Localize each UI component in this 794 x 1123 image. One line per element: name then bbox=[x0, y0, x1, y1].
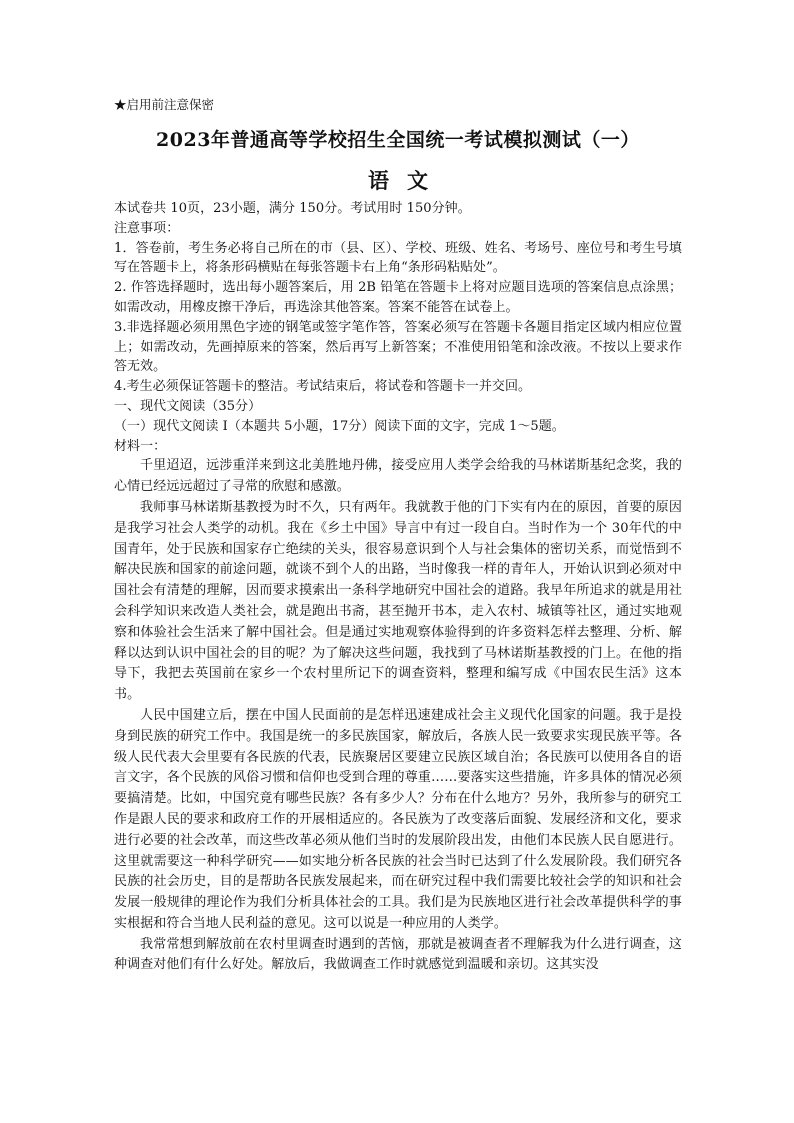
reading-passage bbox=[114, 456, 682, 976]
instructions bbox=[114, 199, 682, 397]
material-label: 材料一： bbox=[114, 438, 167, 454]
subject-title: 语文 bbox=[368, 168, 446, 193]
exam-summary: 本试卷共 10页，23小题，满分 150分。考试用时 150分钟。 bbox=[114, 201, 471, 216]
passage-paragraph-1: 千里迢迢，远涉重洋来到这北美胜地丹佛，接受应用人类学会给我的马林诺斯基纪念奖，我的心情已经远远超过了寻常的欣慰和感激。 bbox=[114, 458, 682, 495]
instruction-item-3: 3.非选择题必须用黑色字迹的钢笔或签字笔作答，答案必须写在答题卡各题目指定区域内相应位置上；如需改动，先画掉原来的答案，然后再写上新答案；不准使用铅笔和涂改液。不按以上要求作答无效。 bbox=[114, 319, 682, 375]
passage-paragraph-2: 我师事马林诺斯基教授为时不久，只有两年。我就教于他的门下实有内在的原因，首要的原因是我学习社会人类学的动机。我在《乡土中国》导言中有过一段自白。当时作为一个 30年代的中国青年，处于民族和国家存亡绝续的关头，很容易意识到个人与社会集体的密切关系，而觉悟到不解决民族和国家的前途问题，就谈不到个人的出路，当时像我一样的青年人，开始认识到必须对中国社会有清楚的理解，因而要求摸索出一条科学地研究中国社会的道路。我早年所追求的就是用社会科学知识来改造人类社会，就是跑出书斋，甚至抛开书本，走入农村、城镇等社区，通过实地观察和体验社会生活来了解中国社会。但是通过实地观察体验得到的许多资料怎样去整理、分析、解释以达到认识中国社会的目的呢？为了解决这些问题，我找到了马林诺斯基教授的门上。在他的指导下，我把去英国前在家乡一个农村里所记下的调查资料，整理和编写成《中国农民生活》这本书。 bbox=[114, 499, 682, 703]
instruction-item-4: 4.考生必须保证答题卡的整洁。考试结束后，将试卷和答题卡一并交回。 bbox=[114, 379, 532, 395]
instruction-item-2: 2. 作答选择题时，选出每小题答案后，用 2B 铅笔在答题卡上将对应题目选项的答案信息点涂黑；如需改动，用橡皮擦干净后，再选涂其他答案。答案不能答在试卷上。 bbox=[114, 280, 682, 315]
subsection-title: （一）现代文阅读 I（本题共 5小题，17分）阅读下面的文字，完成 1～5题。 bbox=[114, 418, 565, 434]
instruction-item-1: 1．答卷前，考生务必将自己所在的市（县、区）、学校、班级、姓名、考场号、座位号和考生号填写在答题卡上，将条形码横贴在每张答题卡右上角“条形码粘贴处”。 bbox=[114, 240, 682, 276]
exam-page bbox=[114, 96, 682, 976]
passage-paragraph-4: 我常常想到解放前在农村里调查时遇到的苦恼，那就是被调查者不理解我为什么进行调查，这种调查对他们有什么好处。解放后，我做调查工作时就感觉到温暖和亲切。这其实没 bbox=[114, 936, 682, 973]
exam-title: 2023年普通高等学校招生全国统一考试模拟测试（一） bbox=[156, 129, 640, 151]
section-title: 一、现代文阅读（35分） bbox=[114, 398, 262, 414]
passage-paragraph-3: 人民中国建立后，摆在中国人民面前的是怎样迅速建成社会主义现代化国家的问题。我于是投身到民族的研究工作中。我国是统一的多民族国家，解放后，各族人民一致要求实现民族平等。各级人民代表大会里要有各民族的代表，民族聚居区要建立民族区域自治；各民族可以使用各自的语言文字，各个民族的风俗习惯和信仰也受到合理的尊重……要落实这些措施，许多具体的情况必须要搞清楚。比如，中国究竟有哪些民族？各有多少人？分布在什么地方？另外，我所参与的研究工作是跟人民的要求和政府工作的开展相适应的。各民族为了改变落后面貌、发展经济和文化，要求进行必要的社会改革，而这些改革必须从他们当时的发展阶段出发，由他们本民族人民自愿进行。这里就需要这一种科学研究——如实地分析各民族的社会当时已达到了什么发展阶段。我们研究各民族的社会历史，目的是帮助各民族发展起来，而在研究过程中我们需要比较社会学的知识和社会发展一般规律的理论作为我们分析具体社会的工具。我们是为民族地区进行社会改革提供科学的事实根据和符合当地人民利益的意见。这可以说是一种应用的人类学。 bbox=[114, 707, 682, 931]
confidential-notice: ★启用前注意保密 bbox=[114, 97, 215, 112]
instructions-heading: 注意事项： bbox=[114, 220, 180, 236]
